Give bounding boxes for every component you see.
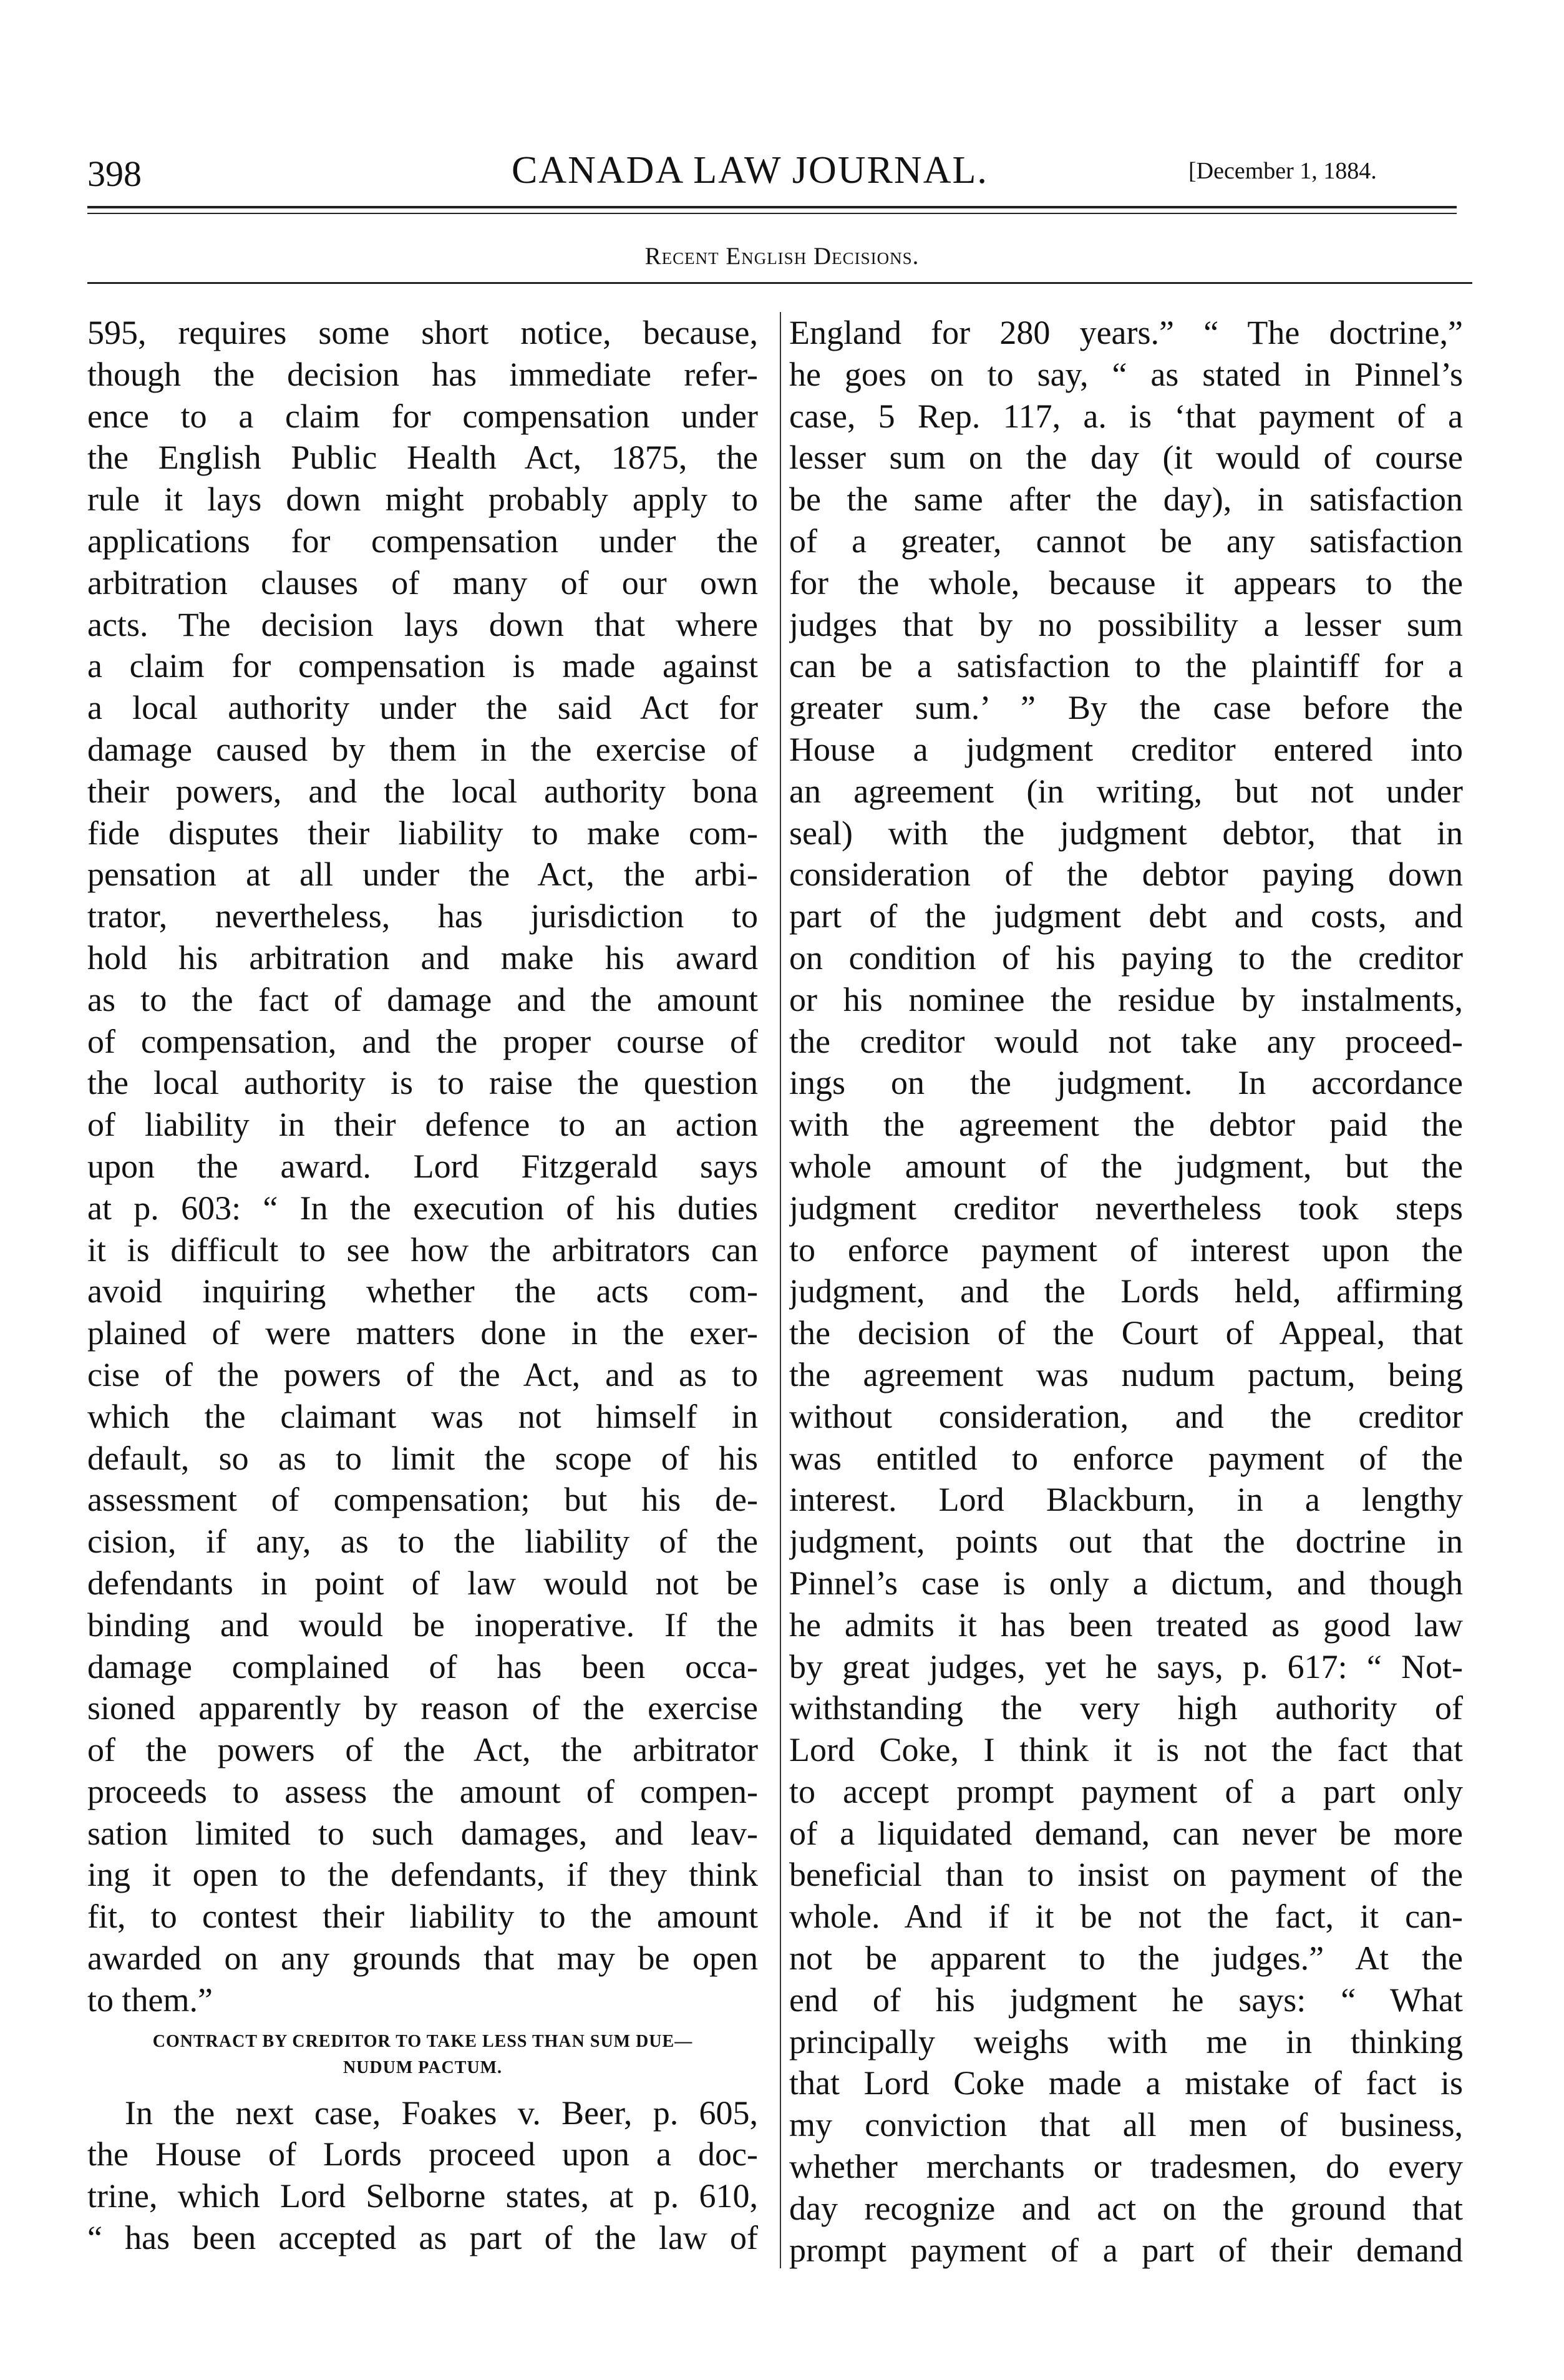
journal-title: CANADA LAW JOURNAL. [512, 149, 988, 192]
text-line: damage caused by them in the exercise of [87, 730, 758, 768]
text-line: fit, to contest their liability to the amount [87, 1898, 758, 1936]
text-line: to enforce payment of interest upon the [789, 1231, 1463, 1269]
header-rule-thick [87, 206, 1457, 208]
text-line: it is difficult to see how the arbitrators can [87, 1231, 758, 1269]
text-line: pensation at all under the Act, the arbi- [87, 856, 758, 894]
text-line: plained of were matters done in the exer- [87, 1314, 758, 1352]
text-line: England for 280 years.” “ The doctrine,” [789, 314, 1463, 351]
text-line: that Lord Coke made a mistake of fact is [789, 2064, 1463, 2102]
text-line: judgment creditor nevertheless took steps [789, 1189, 1463, 1227]
text-line: which the claimant was not himself in [87, 1397, 758, 1435]
text-line: an agreement (in writing, but not under [789, 772, 1463, 810]
right-column [789, 312, 1463, 2271]
text-line: though the decision has immediate refer- [87, 355, 758, 393]
subheading-line: CONTRACT BY CREDITOR TO TAKE LESS THAN SUM DUE— [152, 2031, 693, 2051]
text-line: not be apparent to the judges.” At the [789, 1939, 1463, 1978]
text-line: upon the award. Lord Fitzgerald says [87, 1147, 758, 1185]
text-line: withstanding the very high authority of [789, 1689, 1463, 1727]
text-line: damage complained of has been occa- [87, 1647, 758, 1685]
text-line: the decision of the Court of Appeal, that [789, 1314, 1463, 1352]
text-line: whether merchants or tradesmen, do every [789, 2148, 1463, 2186]
text-line: their powers, and the local authority bona [87, 772, 758, 810]
text-line: principally weighs with me in thinking [789, 2022, 1463, 2061]
text-line: default, so as to limit the scope of his [87, 1439, 758, 1477]
text-line: as to the fact of damage and the amount [87, 980, 758, 1018]
text-line: In the next case, Foakes v. Beer, p. 605, [125, 2094, 758, 2132]
text-line: to accept prompt payment of a part only [789, 1772, 1463, 1810]
text-line: greater sum.’ ” By the case before the [789, 689, 1463, 727]
text-line: was entitled to enforce payment of the [789, 1439, 1463, 1477]
subheading [87, 2029, 758, 2081]
text-line: can be a satisfaction to the plaintiff for a [789, 647, 1463, 685]
text-line: binding and would be inoperative. If the [87, 1606, 758, 1644]
column-divider [780, 312, 781, 2268]
text-line: 595, requires some short notice, because, [87, 314, 758, 351]
text-line: acts. The decision lays down that where [87, 605, 758, 643]
text-line: my conviction that all men of business, [789, 2106, 1463, 2144]
text-line: without consideration, and the creditor [789, 1397, 1463, 1435]
text-line: he admits it has been treated as good law [789, 1606, 1463, 1644]
subheading-line: NUDUM PACTUM. [342, 2057, 503, 2077]
text-line: seal) with the judgment debtor, that in [789, 814, 1463, 852]
text-line: assessment of compensation; but his de- [87, 1481, 758, 1519]
text-line: House a judgment creditor entered into [789, 730, 1463, 768]
text-line: ings on the judgment. In accordance [789, 1064, 1463, 1102]
text-line: applications for compensation under the [87, 522, 758, 560]
text-line: “ has been accepted as part of the law of [87, 2219, 758, 2257]
page-number: 398 [87, 154, 142, 194]
text-line: ing it open to the defendants, if they think [87, 1856, 758, 1894]
text-line: at p. 603: “ In the execution of his duties [87, 1189, 758, 1227]
text-line: rule it lays down might probably apply to [87, 480, 758, 519]
text-line: prompt payment of a part of their demand [789, 2231, 1463, 2269]
text-line: judgment, points out that the doctrine in [789, 1523, 1463, 1561]
text-line: trine, which Lord Selborne states, at p. 610, [87, 2177, 758, 2215]
text-line: of the powers of the Act, the arbitrator [87, 1731, 758, 1769]
text-line: on condition of his paying to the creditor [789, 939, 1463, 977]
text-line: proceeds to assess the amount of compen- [87, 1772, 758, 1810]
text-line: awarded on any grounds that may be open [87, 1939, 758, 1978]
text-line: cise of the powers of the Act, and as to [87, 1355, 758, 1393]
text-line: of a liquidated demand, can never be more [789, 1814, 1463, 1852]
text-line: Pinnel’s case is only a dictum, and though [789, 1564, 1463, 1602]
text-line: sioned apparently by reason of the exercise [87, 1689, 758, 1727]
text-line: end of his judgment he says: “ What [789, 1981, 1463, 2019]
text-line: avoid inquiring whether the acts com- [87, 1272, 758, 1310]
text-line: defendants in point of law would not be [87, 1564, 758, 1602]
text-line: whole amount of the judgment, but the [789, 1147, 1463, 1185]
text-line: consideration of the debtor paying down [789, 856, 1463, 894]
text-line: for the whole, because it appears to the [789, 563, 1463, 602]
text-line: the agreement was nudum pactum, being [789, 1355, 1463, 1393]
text-line: day recognize and act on the ground that [789, 2189, 1463, 2227]
section-title: Recent English Decisions. [644, 243, 920, 270]
text-line: interest. Lord Blackburn, in a lengthy [789, 1481, 1463, 1519]
issue-date: [December 1, 1884. [1188, 158, 1377, 184]
text-line: the local authority is to raise the question [87, 1064, 758, 1102]
header-rule-thin [87, 213, 1457, 214]
text-line: or his nominee the residue by instalments, [789, 980, 1463, 1018]
text-line: a claim for compensation is made against [87, 647, 758, 685]
text-line: arbitration clauses of many of our own [87, 563, 758, 602]
text-line: trator, nevertheless, has jurisdiction to [87, 897, 758, 935]
text-line: with the agreement the debtor paid the [789, 1106, 1463, 1144]
text-line: of compensation, and the proper course of [87, 1022, 758, 1060]
text-line: judgment, and the Lords held, affirming [789, 1272, 1463, 1310]
left-column [87, 312, 758, 2259]
text-line: whole. And if it be not the fact, it can- [789, 1898, 1463, 1936]
text-line: part of the judgment debt and costs, and [789, 897, 1463, 935]
section-rule [87, 282, 1472, 284]
text-line: to them.” [87, 1981, 213, 2019]
text-line: the English Public Health Act, 1875, the [87, 439, 758, 477]
text-line: judges that by no possibility a lesser sum [789, 605, 1463, 643]
text-line: beneficial than to insist on payment of the [789, 1856, 1463, 1894]
text-line: Lord Coke, I think it is not the fact that [789, 1731, 1463, 1769]
text-line: of liability in their defence to an action [87, 1106, 758, 1144]
text-line: be the same after the day), in satisfaction [789, 480, 1463, 519]
text-line: cision, if any, as to the liability of the [87, 1523, 758, 1561]
text-line: by great judges, yet he says, p. 617: “ Not- [789, 1647, 1463, 1685]
text-line: hold his arbitration and make his award [87, 939, 758, 977]
text-line: the House of Lords proceed upon a doc- [87, 2135, 758, 2173]
text-line: ence to a claim for compensation under [87, 397, 758, 435]
text-line: he goes on to say, “ as stated in Pinnel’s [789, 355, 1463, 393]
text-line: the creditor would not take any proceed- [789, 1022, 1463, 1060]
text-line: of a greater, cannot be any satisfaction [789, 522, 1463, 560]
text-line: sation limited to such damages, and leav- [87, 1814, 758, 1852]
text-line: case, 5 Rep. 117, a. is ‘that payment of a [789, 397, 1463, 435]
text-line: fide disputes their liability to make com- [87, 814, 758, 852]
text-line: lesser sum on the day (it would of course [789, 439, 1463, 477]
text-line: a local authority under the said Act for [87, 689, 758, 727]
